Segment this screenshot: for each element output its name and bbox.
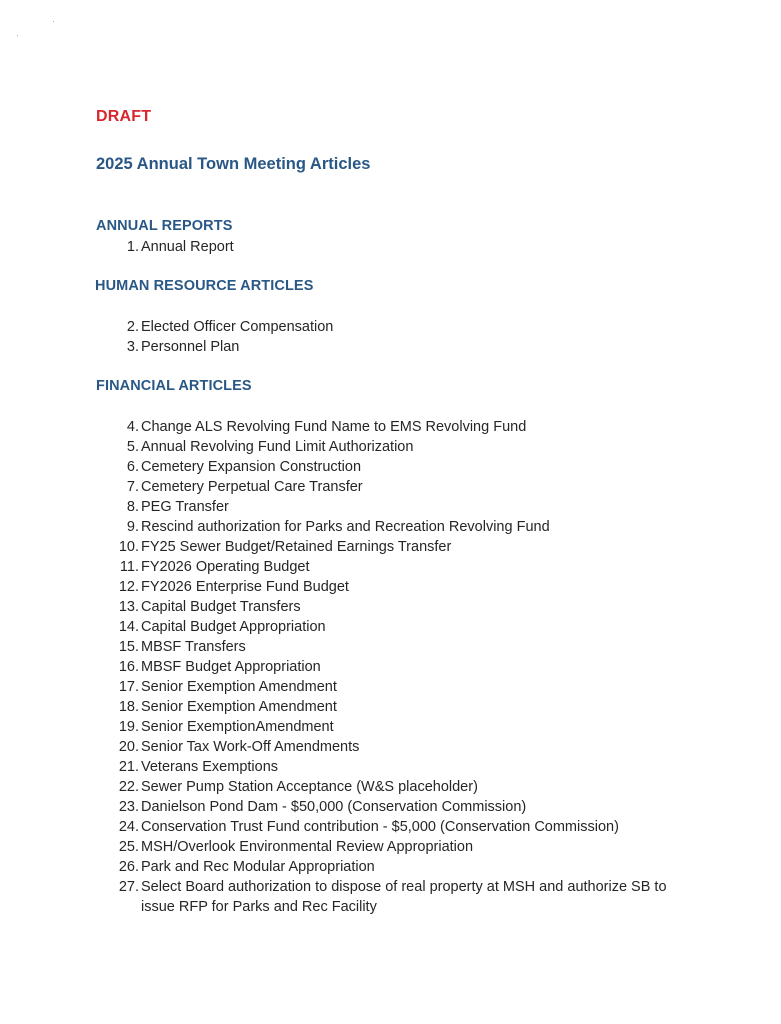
list-item <box>117 737 677 757</box>
article-text: FY2026 Enterprise Fund Budget <box>141 579 349 595</box>
article-number: 16. <box>118 659 139 675</box>
article-text: Senior ExemptionAmendment <box>141 719 334 735</box>
article-number: 3. <box>126 339 139 355</box>
article-text: MSH/Overlook Environmental Review Appropriation <box>141 839 474 855</box>
list-item <box>117 877 677 917</box>
article-number: 13. <box>118 599 139 615</box>
financial-articles-list <box>117 417 677 917</box>
article-number: 2. <box>126 319 139 335</box>
article-text: Change ALS Revolving Fund Name to EMS Revolving Fund <box>141 419 527 435</box>
list-item <box>117 497 677 517</box>
article-text: Conservation Trust Fund contribution - $5,000 (Conservation Commission) <box>141 819 619 835</box>
list-item <box>117 757 677 777</box>
list-item <box>117 557 677 577</box>
article-number: 15. <box>118 639 139 655</box>
article-number: 14. <box>118 619 139 635</box>
article-number: 23. <box>118 799 139 815</box>
list-item <box>117 337 717 357</box>
list-item <box>117 517 677 537</box>
article-text: PEG Transfer <box>141 499 229 515</box>
article-number: 18. <box>118 699 139 715</box>
article-text: Sewer Pump Station Acceptance (W&S placeholder) <box>141 779 478 795</box>
list-item <box>117 637 677 657</box>
article-text: Annual Report <box>141 239 234 255</box>
human-resource-list <box>117 317 717 357</box>
article-number: 19. <box>118 719 139 735</box>
list-item <box>117 657 677 677</box>
article-number: 25. <box>118 839 139 855</box>
article-number: 21. <box>118 759 139 775</box>
list-item <box>117 597 677 617</box>
article-text: Capital Budget Transfers <box>141 599 301 615</box>
article-text: Cemetery Perpetual Care Transfer <box>141 479 363 495</box>
scan-speck: · <box>52 16 55 26</box>
list-item <box>117 837 677 857</box>
article-number: 9. <box>126 519 139 535</box>
article-number: 10. <box>118 539 139 555</box>
article-text: Danielson Pond Dam - $50,000 (Conservation Commission) <box>141 799 527 815</box>
list-item <box>117 617 677 637</box>
list-item <box>117 317 717 337</box>
article-text: FY2026 Operating Budget <box>141 559 310 575</box>
article-text: FY25 Sewer Budget/Retained Earnings Transfer <box>141 539 452 555</box>
section-heading-human-resource-articles: HUMAN RESOURCE ARTICLES <box>95 278 314 294</box>
article-text: Annual Revolving Fund Limit Authorization <box>141 439 414 455</box>
article-number: 24. <box>118 819 139 835</box>
scan-speck: · <box>16 30 19 40</box>
list-item <box>117 237 717 257</box>
list-item <box>117 537 677 557</box>
list-item <box>117 777 677 797</box>
list-item <box>117 477 677 497</box>
list-item <box>117 817 677 837</box>
article-text: Select Board authorization to dispose of real property at MSH and authorize SB to issue RFP for Parks and Rec Facility <box>141 879 667 915</box>
article-number: 20. <box>118 739 139 755</box>
article-text: Senior Tax Work-Off Amendments <box>141 739 360 755</box>
article-text: Capital Budget Appropriation <box>141 619 326 635</box>
article-text: Rescind authorization for Parks and Recreation Revolving Fund <box>141 519 550 535</box>
article-number: 5. <box>126 439 139 455</box>
article-number: 11. <box>119 559 139 575</box>
article-number: 26. <box>118 859 139 875</box>
article-number: 12. <box>118 579 139 595</box>
article-text: Personnel Plan <box>141 339 240 355</box>
article-number: 27. <box>118 879 139 895</box>
document-title: 2025 Annual Town Meeting Articles <box>96 155 371 173</box>
list-item <box>117 717 677 737</box>
section-heading-financial-articles: FINANCIAL ARTICLES <box>96 378 252 394</box>
draft-label: DRAFT <box>96 108 152 125</box>
article-text: Park and Rec Modular Appropriation <box>141 859 375 875</box>
annual-reports-list <box>117 237 717 257</box>
list-item <box>117 457 677 477</box>
article-text: MBSF Budget Appropriation <box>141 659 321 675</box>
article-text: MBSF Transfers <box>141 639 246 655</box>
article-number: 6. <box>126 459 139 475</box>
list-item <box>117 437 677 457</box>
article-text: Veterans Exemptions <box>141 759 279 775</box>
list-item <box>117 577 677 597</box>
list-item <box>117 677 677 697</box>
section-heading-annual-reports: ANNUAL REPORTS <box>96 218 233 234</box>
article-number: 7. <box>126 479 139 495</box>
article-number: 8. <box>126 499 139 515</box>
article-number: 17. <box>118 679 139 695</box>
article-text: Cemetery Expansion Construction <box>141 459 362 475</box>
article-number: 1. <box>126 239 139 255</box>
list-item <box>117 417 677 437</box>
list-item <box>117 697 677 717</box>
article-text: Senior Exemption Amendment <box>141 679 337 695</box>
article-number: 22. <box>118 779 139 795</box>
list-item <box>117 857 677 877</box>
article-text: Elected Officer Compensation <box>141 319 334 335</box>
article-text: Senior Exemption Amendment <box>141 699 337 715</box>
article-number: 4. <box>126 419 139 435</box>
list-item <box>117 797 677 817</box>
